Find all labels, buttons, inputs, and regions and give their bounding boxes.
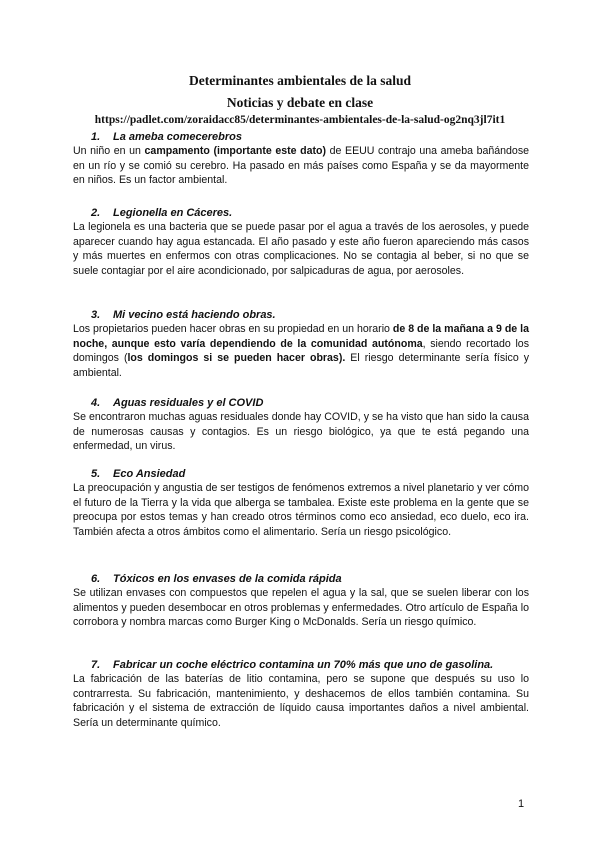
text-run: Se encontraron muchas aguas residuales donde hay COVID, y se ha visto que han sido la causa de numerosas causas y contagios. Es un riesgo biológico, ya que te está pegando una enfermedad, un virus. [73,411,529,452]
text-run: El riesgo determinante sería físico y ambiental. [73,352,530,379]
section-title [91,308,529,322]
section-body [73,144,529,188]
section-title [91,130,529,144]
text-run: de EEUU contrajo una ameba bañándose en un río y se comió su cerebro. Ha pasado en más países como España y se da mayormente en niños. Es un factor ambiental. [73,145,530,186]
section-heading: La ameba comecerebros [113,131,243,143]
section-title [91,658,529,672]
text-run: La preocupación y angustia de ser testigos de fenómenos extremos a nivel planetario y ver cómo el futuro de la Tierra y la vida que alberga se tambalea. Existe este problema en la gente que se preocupa por estos temas y han creado otros términos como eco ansiedad, eco duelo, eco ira. También afecta a otros ámbitos como el alimentario. Sería un riesgo psicológico. [73,482,529,538]
section-body [73,481,529,539]
section-heading: Eco Ansiedad [113,468,186,480]
text-run: , siendo recortado los domingos ( [73,337,529,364]
section-heading: Fabricar un coche eléctrico contamina un 70% más que uno de gasolina. [113,659,494,671]
section-number: 2. [91,207,101,219]
section-body [73,410,529,454]
section-2 [73,206,529,278]
document-title: Determinantes ambientales de la salud [189,73,411,88]
page-number: 1 [518,798,525,810]
section-number: 7. [91,659,101,671]
section-body [73,672,529,730]
section-number: 5. [91,468,101,480]
section-1 [73,130,529,188]
text-run: Los propietarios pueden hacer obras en su propiedad en un horario [73,323,393,335]
text-run: La legionela es una bacteria que se puede pasar por el agua a través de los aerosoles, y puede aparecer cuando hay agua estancada. El año pasado y este año fueron apareciendo más casos y más muertes en enfermos con otras complicaciones. No se contagia al beber, si no que se suele contagiar por el aire acondicionado, por salpicaduras de agua, por aerosoles. [73,221,529,277]
section-title [91,572,529,586]
padlet-url: https://padlet.com/zoraidacc85/determinantes-ambientales-de-la-salud-og2nq3jl7it1 [94,114,506,126]
section-5 [73,467,529,539]
text-run: Se utilizan envases con compuestos que repelen el agua y la sal, que se suelen liberar con los alimentos y pueden desembocar en otros problemas y enfermedades. Otro artículo de España lo corrobora y nombra marcas como Burger King o McDonalds. Sería un riesgo químico. [73,587,529,628]
section-number: 4. [91,397,101,409]
bold-text-run: los domingos si se pueden hacer obras). [127,352,346,364]
document-subtitle: Noticias y debate en clase [226,95,374,110]
text-run: La fabricación de las baterías de litio contamina, pero se supone que después su uso lo contrarresta. Su fabricación, mantenimiento, y deshacemos de ellos también contamina. Su fabricación y el sistema de extracción de líquido causa importantes daños a nivel ambiental. Sería un determinante químico. [73,673,529,729]
section-7 [73,658,529,730]
section-heading: Legionella en Cáceres. [113,207,233,219]
section-heading: Mi vecino está haciendo obras. [113,309,276,321]
section-title [91,396,529,410]
section-title [91,467,529,481]
section-4 [73,396,529,454]
bold-text-run: de 8 de la mañana a 9 de la noche, aunque esto varía dependiendo de la comunidad autónoma [73,323,529,350]
section-number: 3. [91,309,101,321]
section-body [73,322,529,380]
section-heading: Tóxicos en los envases de la comida rápida [113,573,342,585]
section-number: 1. [91,131,101,143]
section-title [91,206,529,220]
bold-text-run: campamento (importante este dato) [144,145,327,157]
section-body [73,220,529,278]
section-number: 6. [91,573,101,585]
text-run: Un niño en un [73,145,145,157]
section-6 [73,572,529,630]
section-3 [73,308,529,380]
section-body [73,586,529,630]
section-heading: Aguas residuales y el COVID [113,397,264,409]
